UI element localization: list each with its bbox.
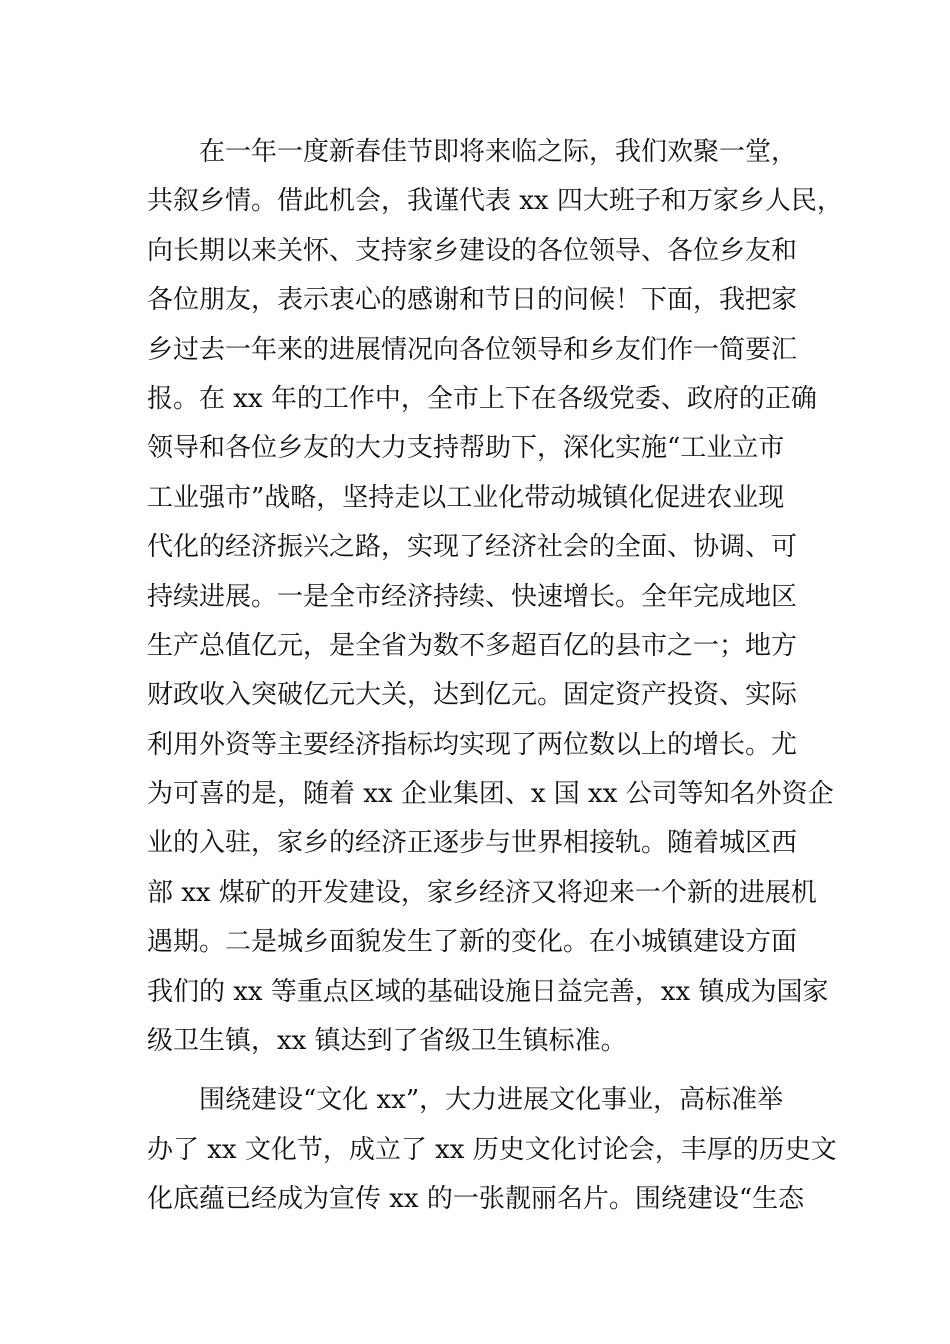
document-body <box>147 128 843 1225</box>
text-line: 各位朋友，表示衷心的感谢和节日的问候！下面，我把家 <box>147 285 798 316</box>
paragraph-spacer <box>147 1066 807 1076</box>
text-line: 向长期以来关怀、支持家乡建设的各位领导、各位乡友和 <box>147 235 798 266</box>
text-line: 工业强市”战略，坚持走以工业化带动城镇化促进农业现 <box>147 482 785 513</box>
paragraph-1 <box>147 128 843 1066</box>
text-line: 我们的 xx 等重点区域的基础设施日益完善，xx 镇成为国家 <box>147 976 829 1007</box>
text-line: 财政收入突破亿元大关，达到亿元。固定资产投资、实际 <box>147 680 798 711</box>
text-line: 遇期。二是城乡面貌发生了新的变化。在小城镇建设方面 <box>147 927 798 958</box>
text-line: 代化的经济振兴之路，实现了经济社会的全面、协调、可 <box>147 532 798 563</box>
text-line: 级卫生镇，xx 镇达到了省级卫生镇标准。 <box>147 1026 627 1057</box>
paragraph-2 <box>147 1076 837 1224</box>
text-line: 领导和各位乡友的大力支持帮助下，深化实施“工业立市 <box>147 433 785 464</box>
text-line: 持续进展。一是全市经济持续、快速增长。全年完成地区 <box>147 581 798 612</box>
text-line: 办了 xx 文化节，成立了 xx 历史文化讨论会，丰厚的历史文 <box>147 1134 837 1165</box>
text-line: 在一年一度新春佳节即将来临之际，我们欢聚一堂， <box>147 137 798 167</box>
text-line: 业的入驻，家乡的经济正逐步与世界相接轨。随着城区西 <box>147 828 798 859</box>
text-line: 部 xx 煤矿的开发建设，家乡经济又将迎来一个新的进展机 <box>147 877 817 908</box>
text-line: 围绕建设“文化 xx”，大力进展文化事业，高标准举 <box>147 1085 784 1116</box>
text-line: 共叙乡情。借此机会，我谨代表 xx 四大班子和万家乡人民， <box>147 186 843 217</box>
text-line: 报。在 xx 年的工作中，全市上下在各级党委、政府的正确 <box>147 383 817 414</box>
text-line: 乡过去一年来的进展情况向各位领导和乡友们作一简要汇 <box>147 334 798 365</box>
text-line: 为可喜的是，随着 xx 企业集团、x 国 xx 公司等知名外资企 <box>147 779 834 810</box>
text-line: 生产总值亿元，是全省为数不多超百亿的县市之一；地方 <box>147 630 798 661</box>
text-line: 利用外资等主要经济指标均实现了两位数以上的增长。尤 <box>147 729 798 760</box>
text-line: 化底蕴已经成为宣传 xx 的一张靓丽名片。围绕建设“生态 <box>147 1184 805 1215</box>
